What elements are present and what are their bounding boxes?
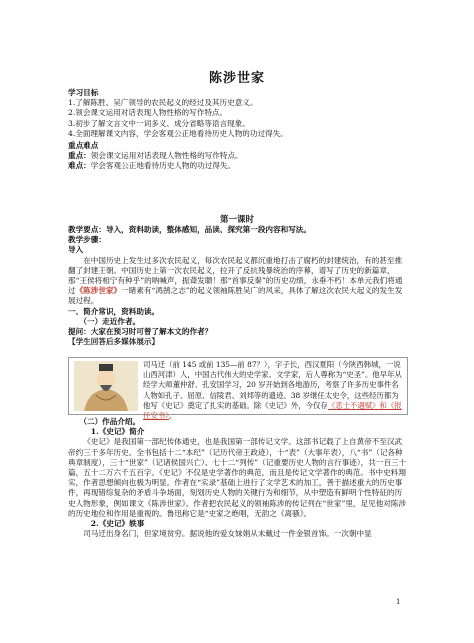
document-title: 陈涉世家 (208, 71, 265, 86)
objectives-heading: 学习目标 (68, 88, 99, 97)
work-1-title: 1.《史记》简介 (90, 427, 145, 437)
objective-item: 2.领会课文运用对话表现人物性格的写作特点。 (68, 108, 228, 118)
difficult-point (68, 161, 408, 171)
lesson-plan (68, 225, 408, 347)
sub-heading-2: （二）作品介绍。 (79, 417, 141, 426)
author-works: 《悲士不遇赋》和《报任安书》 (143, 400, 402, 421)
question-line: 提问：大家在预习时可曾了解本文的作者？ (68, 327, 213, 337)
author-portrait (74, 361, 138, 411)
section-heading-1: 一、简介常识，资料助读。 (68, 306, 160, 316)
intro-highlight: 《陈涉世家》 (75, 286, 122, 296)
lesson-title: 第一课时 (219, 215, 254, 225)
intro-label: 导入 (68, 245, 84, 255)
method-line (68, 225, 408, 235)
portrait-image (74, 361, 138, 411)
author-bio-text (143, 360, 403, 421)
method-text: 导入，资料助读，整体感知，品读、探究第一段内容和写法。 (105, 225, 311, 234)
objective-item: 3.初步了解文言文中一词多义、成分省略等语言现象。 (68, 118, 250, 128)
objectives-section (68, 88, 408, 172)
author-bio-end: 。 (168, 411, 177, 421)
work-1-text: 《史记》是我国第一部纪传体通史，也是我国第一部传记文学。这部书记载了上自黄帝不至汉武帝约三千多年历史。全书包括十二“本纪”（记历代帝王政迹），十“表”（大事年表），八“书”（记各种典章制度），三十“世家”（记诸侯国兴亡）、七十二“列传”（记重要历史人物的言行事迹），共一百三十篇，五十二万六千五百字。《史记》不仅是史学著作的典范，而且是传记文学著作的典范。书中史料翔实，作者思想倾向也极为明显。作者在“实录”基础上进行了文学艺术的加工，善于描述重大的历史事件，再现错综复杂的矛盾斗争场面，刻划历史人物的关键行为和细节，从中塑造有鲜明个性特征的历史人物形象，例如课文《陈涉世家》。作者把农民起义的领袖陈涉的传记列在“世家”里，足见他对陈涉的历史地位和作用是重视的。鲁迅称它是“史家之绝唱，无韵之《离骚》。 (68, 437, 407, 518)
work-2-title: 2.《史记》轶事 (90, 519, 145, 529)
student-tag: 【学生回答后多媒体展示】 (68, 337, 160, 347)
intro-paragraph (68, 256, 408, 307)
key-heading: 重点难点 (68, 141, 99, 151)
key-point (68, 151, 408, 161)
page-number: 1 (396, 598, 401, 606)
work-section (68, 417, 408, 539)
intro-text-2: 一睹素有“鸿鹄之志”的起义领袖陈胜吴广的风采，具体了解这次农民大起义的发生发展过程。 (68, 286, 403, 306)
key-label: 重点： (68, 151, 91, 161)
difficult-text: 学会客观公正地看待历史人物的功过得失。 (90, 161, 236, 171)
method-label: 教学要点： (68, 225, 106, 234)
objective-item: 4.全面理解课文内容，学会客观公正地看待历史人物的功过得失。 (68, 128, 288, 138)
sub-heading-1: （一）走近作者。 (79, 316, 141, 326)
intro-text-1: 在中国历史上发生过多次农民起义，每次农民起义都沉重地打击了腐朽的封建统治，有的甚至推翻了封建王朝。中国历史上第一次农民起义，拉开了反抗残暴统治的序幕，谱写了历史的新篇章，那“王侯将相宁有种乎”的呐喊声，振聋发聩！那“首事反秦”的历史功绩，永垂不朽！本单元我们将通过 (68, 255, 403, 296)
key-text: 领会课文运用对话表现人物性格的写作特点。 (90, 151, 243, 161)
author-bio-main: 司马迁（前 145 或前 135—前 87？），字子长，西汉夏阳（今陕西韩城，一说山西河津）人，中国古代伟大的史学家、文学家，后人尊称为“史圣”。他早年从经学大师董仲舒、孔安国学习，20 岁开始到各地游历，考察了许多历史事件名人物如孔子、屈原、信陵君、刘邦等的遗迹。38 岁继任太史令，这些经历都为他写《史记》奠定了扎实的基础。除《史记》外，今仅存 (143, 360, 402, 410)
work-2-text: 司马迁出身名门，但家境贫穷。据说他的爱女妹娟从未戴过一件金银首饰。一次朝中显 (83, 529, 372, 539)
objective-item: 1.了解陈胜、吴广领导的农民起义的经过及其历史意义。 (68, 98, 258, 108)
author-bio-box (68, 357, 408, 421)
steps-label: 教学步骤： (68, 235, 106, 245)
difficult-label: 难点： (68, 161, 91, 171)
